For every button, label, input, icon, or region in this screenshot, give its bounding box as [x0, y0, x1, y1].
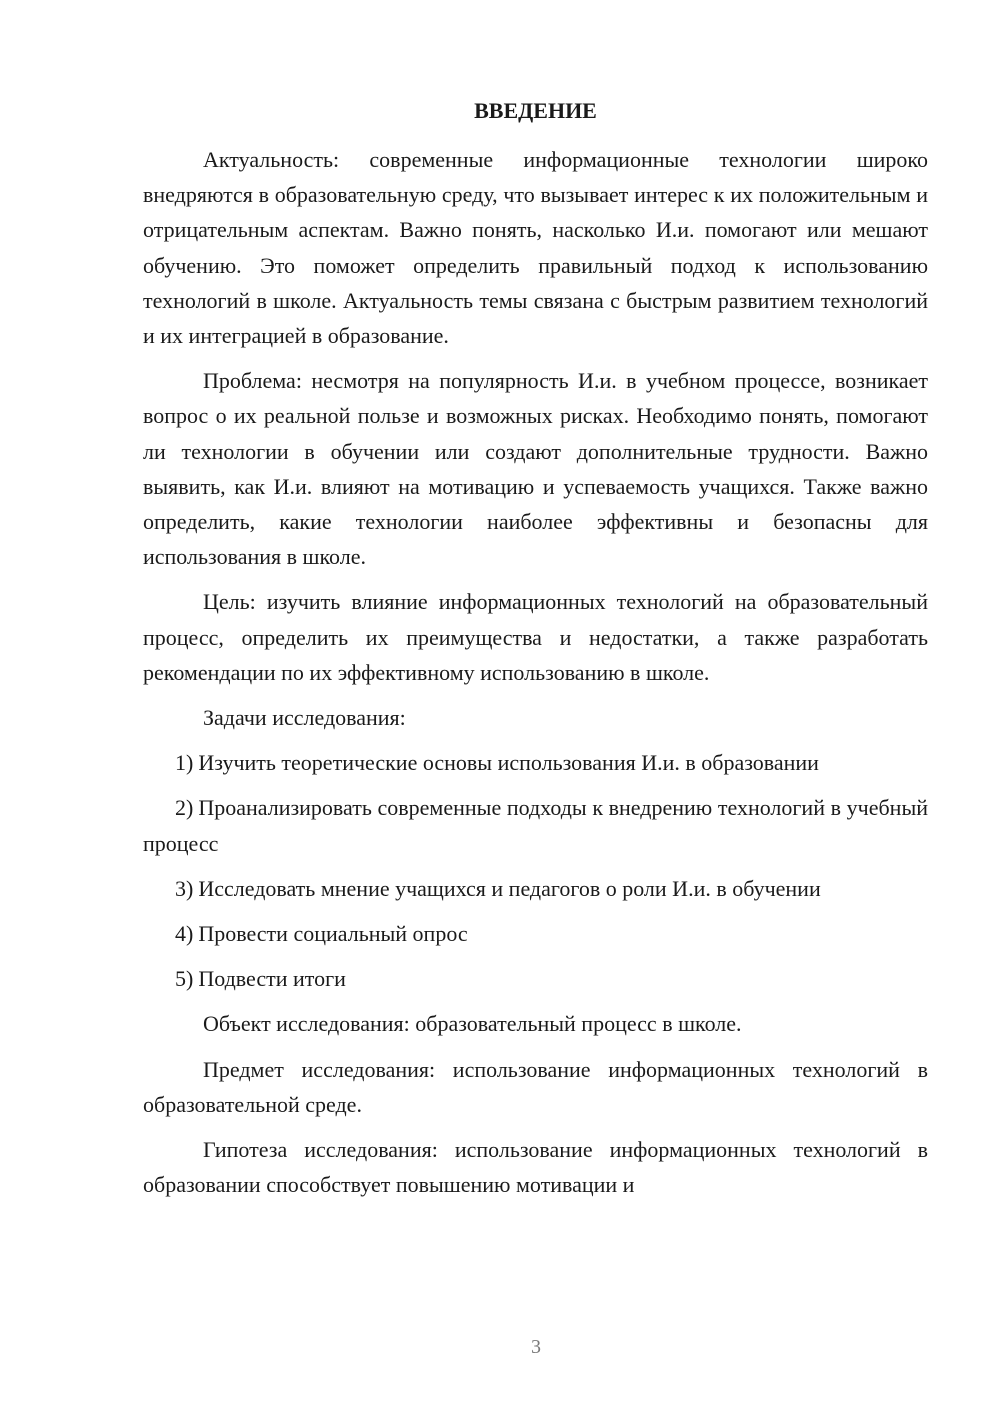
- tasks-list: [143, 745, 928, 996]
- list-item: [143, 961, 928, 996]
- paragraph-object: Объект исследования: образовательный процесс в школе.: [203, 1011, 742, 1037]
- list-item-text: Подвести итоги: [198, 966, 346, 992]
- list-item-number: 1): [175, 750, 194, 776]
- list-item: [143, 916, 928, 951]
- list-item: [143, 790, 928, 860]
- list-item-number: 4): [175, 921, 194, 947]
- section-heading: ВВЕДЕНИЕ: [474, 98, 597, 123]
- list-item-number: 5): [175, 966, 194, 992]
- list-item-text: Проанализировать современные подходы к внедрению технологий в учебный процесс: [143, 795, 928, 856]
- paragraph-goal: Цель: изучить влияние информационных технологий на образовательный процесс, определить их преимущества и недостатки, а также разработать рекомендации по их эффективному использованию в школе.: [143, 589, 928, 685]
- paragraph-problem: Проблема: несмотря на популярность И.и. в учебном процессе, возникает вопрос о их реальной пользе и возможных рисках. Необходимо понять, помогают ли технологии в обучении или создают дополнительные трудности. Важно выявить, как И.и. влияют на мотивацию и успеваемость учащихся. Также важно определить, какие технологии наиболее эффективны и безопасны для использования в школе.: [143, 368, 928, 570]
- paragraph-tasks-intro: Задачи исследования:: [203, 705, 406, 731]
- paragraph-hypothesis: Гипотеза исследования: использование информационных технологий в образовании способствует повышению мотивации и: [143, 1137, 928, 1198]
- list-item: [143, 745, 928, 780]
- document-body: [143, 142, 928, 1202]
- paragraph-relevance: Актуальность: современные информационные технологии широко внедряются в образовательную среду, что вызывает интерес к их положительным и отрицательным аспектам. Важно понять, насколько И.и. помогают или мешают обучению. Это поможет определить правильный подход к использованию технологий в школе. Актуальность темы связана с быстрым развитием технологий и их интеграцией в образование.: [143, 147, 928, 349]
- list-item-number: 3): [175, 875, 194, 901]
- paragraph-subject: Предмет исследования: использование информационных технологий в образовательной среде.: [143, 1056, 928, 1117]
- list-item-text: Исследовать мнение учащихся и педагогов о роли И.и. в обучении: [198, 875, 821, 901]
- list-item: [143, 871, 928, 906]
- list-item-text: Изучить теоретические основы использования И.и. в образовании: [198, 750, 819, 776]
- list-item-text: Провести социальный опрос: [198, 921, 468, 947]
- page-number: 3: [531, 1336, 541, 1358]
- list-item-number: 2): [175, 795, 194, 821]
